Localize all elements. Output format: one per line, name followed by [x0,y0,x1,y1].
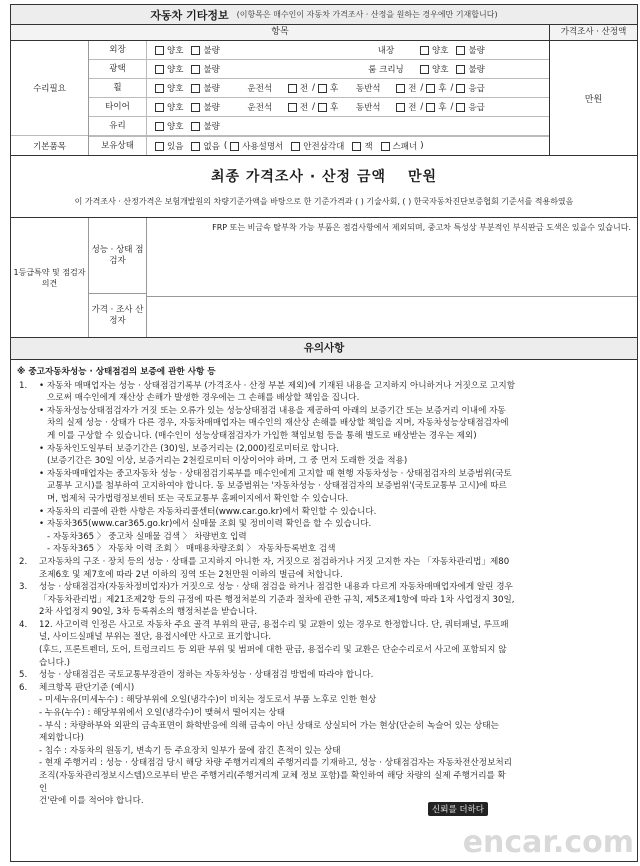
checkbox[interactable] [155,122,164,131]
perf-inspector-label: 성능 · 상태 점검자 [89,218,146,294]
checkbox[interactable] [420,46,429,55]
checkbox[interactable] [426,84,435,93]
exterior-label: 외장 [89,41,147,59]
exterior-good-option[interactable]: 양호 [155,44,183,56]
checkbox[interactable] [396,103,405,112]
checkbox[interactable] [381,142,390,151]
wheel-bad-option[interactable]: 불량 [191,82,219,94]
notice-head: ※ 중고자동차성능 · 상태점검의 보증에 관한 사항 등 [17,367,216,377]
wheel-label: 휠 [89,79,147,97]
checkbox[interactable] [230,142,239,151]
notice-item-3: 3. 성능 · 상태점검자(자동차정비업자)가 거짓으로 성능 · 상태 점검을 하거나 점검한 내용과 다르게 자동차매매업자에게 알린 경우 「자동차관리법」제21조제2항 등의 규정에 따른 행정처분의 기준과 절차에 관한 규칙, 제5조제1항에 따라 1차 사업정지 30일, 2차 사업정지 90일, 3차 등록취소의 행정처분을 받습니다. [19,582,515,618]
gloss-label: 광택 [89,60,147,78]
hover-tooltip: 신뢰를 더하다 [428,802,488,816]
row-gloss [89,60,549,79]
row-tire [89,98,549,117]
notice-item-4: 4. 12. 사고이력 인정은 사고로 자동차 주요 골격 부위의 판금, 용접수리 및 교환이 있는 경우로 한정합니다. 단, 쿼터패널, 루프패 널, 사이드실패널 부위는 절단, 용접시에만 사고로 표기합니다. (후드, 프론트펜더, 도어, 트렁크리드 등 외판 부위 및 범퍼에 대한 판금, 용접수리 및 교환은 단순수리로서 사고에 포함되지 않 습니다.) [19,619,509,668]
interior-good-option[interactable]: 양호 [420,44,448,56]
tire-driver-label: 운전석 [247,103,273,113]
checkbox[interactable] [288,84,297,93]
tire-driver-rear[interactable]: / 후 [312,102,339,113]
hold-status-label: 보유상태 [89,137,147,155]
tire-driver-front[interactable]: 전 [288,101,308,113]
inspection-form [10,4,638,862]
final-price-section [11,156,637,218]
basic-yes-option[interactable]: 있음 [155,140,183,152]
row-basic-items [89,136,549,155]
checkbox[interactable] [191,103,200,112]
wheel-emergency[interactable]: / 응급 [450,83,485,94]
tire-passenger-front[interactable]: 전 [396,101,416,113]
gloss-good-option[interactable]: 양호 [155,63,183,75]
checkbox[interactable] [155,46,164,55]
checkbox[interactable] [191,142,200,151]
wheel-driver-label: 운전석 [247,84,273,94]
glass-good-option[interactable]: 양호 [155,120,183,132]
checkbox[interactable] [155,65,164,74]
wheel-passenger-rear[interactable]: / 후 [420,83,447,94]
price-inspector-label: 가격 · 조사 산정자 [91,304,144,326]
glass-bad-option[interactable]: 불량 [191,120,219,132]
checkbox[interactable] [456,65,465,74]
watermark-logo: encar.com [462,825,634,860]
checkbox[interactable] [318,84,327,93]
checkbox[interactable] [291,142,300,151]
final-price-title: 최종 가격조사 · 산정 금액 만원 [210,169,438,185]
notice-title: 유의사항 [11,338,637,360]
final-price-unit: 만원 [408,169,438,185]
tire-passenger-label: 동반석 [355,103,381,113]
tire-emergency[interactable]: / 응급 [450,102,485,113]
cleaning-good-option[interactable]: 양호 [420,63,448,75]
checkbox[interactable] [456,103,465,112]
checkbox[interactable] [155,103,164,112]
interior-label: 내장 [377,46,395,56]
wheel-good-option[interactable]: 양호 [155,82,183,94]
jack-option[interactable]: 잭 [352,140,372,152]
checkbox[interactable] [318,103,327,112]
checkbox[interactable] [396,84,405,93]
gloss-bad-option[interactable]: 불량 [191,63,219,75]
triangle-option[interactable]: 안전삼각대 [291,140,344,152]
wheel-passenger-front[interactable]: 전 [396,82,416,94]
basic-no-option[interactable]: 없음 [191,140,219,152]
checkbox[interactable] [456,46,465,55]
repair-label: 수리필요 [11,41,88,136]
exterior-bad-option[interactable]: 불량 [191,44,219,56]
tire-label: 타이어 [89,98,147,116]
cleaning-label: 룸 크리닝 [368,65,404,75]
spanner-option[interactable]: 스패너 ) [381,140,424,152]
section-title-bar [11,5,637,25]
checkbox[interactable] [456,84,465,93]
checkbox[interactable] [191,65,200,74]
items-header: 항목 [271,27,289,37]
notice-item-1: 1. • 자동차 매매업자는 성능 · 상태점검기록부 (가격조사 · 산정 부분 제외)에 기재된 내용을 고지하지 아니하거나 거짓으로 고지함 으로써 매수인에게 재산상 손해가 발생한 경우에는 그 손해를 배상할 책임을 집니다. • 자동차성능상태점검자가 거짓 또는 오류가 있는 성능상태점검 내용을 제공하여 아래의 보증기간 또는 보증거리 이내에 자동 차의 실제 성능 · 상태가 다른 경우, 자동차매매업자는 매수인의 재산상 손해를 배상할 책임을 지며, 자동차성능상태점검자에 게 이를 구상할 수 있습니다. (매수인이 성능상태점검자가 가입한 책임보험 등을 통해 별도로 배상받는 경우는 제외) • 자동차인도일부터 보증기간은 (30)일, 보증거리는 (2,000)킬로미터로 합니다. (보증기간은 30일 이상, 보증거리는 2천킬로미터 이상이어야 하며, 그 중 먼저 도래한 것을 적용) • 자동차매매업자는 중고자동차 성능 · 상태점검기록부를 매수인에게 고지할 때 현행 자동차성능 · 상태점검자의 보증범위(국토 교통부 고시)를 첨부하여 고지하여야 합니다. 동 보증범위는 '자동차성능 · 상태점검자의 보증범위'(국토교통부 고시)에 따르 며, 법제처 국가법령정보센터 또는 국토교통부 홈페이지에서 확인할 수 있습니다. • 자동차의 리콜에 관한 사항은 자동차리콜센터(www.car.go.kr)에서 확인할 수 있습니다. • 자동차365(www.car365.go.kr)에서 실매물 조회 및 정비이력 확인을 할 수 있습니다. - 자동차365 〉 중고차 실매물 검색 〉 차량번호 입력 - 자동차365 〉 자동차 이력 조회 〉 매매용차량조회 〉 자동차등록번호 검색 [17,380,629,556]
inspector-opinion-label: 1등급특약 및 점검자의견 [11,218,89,337]
checkbox[interactable] [191,84,200,93]
checkbox[interactable] [352,142,361,151]
checkbox[interactable] [420,65,429,74]
glass-label: 유리 [89,117,147,135]
row-glass [89,117,549,136]
tire-bad-option[interactable]: 불량 [191,101,219,113]
checkbox[interactable] [155,84,164,93]
notices-body [11,360,637,808]
perf-inspector-note: FRP 또는 비금속 탈부착 가능 부품은 점검사항에서 제외되며, 중고차 특성상 부분적인 부식판금 도색은 있을수 있습니다. [147,218,637,297]
wheel-passenger-label: 동반석 [355,84,381,94]
checkbox[interactable] [288,103,297,112]
tire-passenger-rear[interactable]: / 후 [420,102,447,113]
checkbox[interactable] [191,122,200,131]
section-title: 자동차 기타정보 [150,8,229,22]
row-exterior [89,41,549,60]
notice-item-6: 6. 체크항목 판단기준 (예시) - 미세누유(미세누수) : 해당부위에 오일(냉각수)이 비치는 정도로서 부품 노후로 인한 현상 - 누유(누수) : 해당부위에서 오일(냉각수)이 맺혀서 떨어지는 상태 - 부식 : 차량하부와 외판의 금속표면이 화학반응에 의해 금속이 아닌 상태로 상실되어 가는 현상(단순히 녹슬어 있는 상태는 제외합니다) - 침수 : 자동차의 원동기, 변속기 등 주요장치 일부가 물에 잠긴 흔적이 있는 상태 - 현재 주행거리 : 성능 · 상태점검 당시 해당 차량 주행거리계의 주행거리를 기재하고, 성능 · 상태점검자는 자동차전산정보처리 조직(자동차관리정보시스템)으로부터 받은 주행거리(주행거리계 교체 정보 포함)를 확인하여 해당 차량의 실제 주행거리를 확 인 건'란에 이를 적어야 합니다. [19,682,512,807]
tire-good-option[interactable]: 양호 [155,101,183,113]
items-header-row [11,25,637,41]
notice-item-5: 5. 성능 · 상태점검은 국토교통부장관이 정하는 자동차성능 · 상태점검 방법에 따라야 합니다. [19,670,374,681]
section-subtitle: (이항목은 매수인이 자동차 가격조사 · 산정을 원하는 경우에만 기재합니다) [236,10,498,19]
price-header: 가격조사 · 산정액 [549,25,637,40]
wheel-driver-rear[interactable]: / 후 [312,83,339,94]
checkbox[interactable] [155,142,164,151]
repair-grid [11,41,637,156]
wheel-driver-front[interactable]: 전 [288,82,308,94]
notice-item-2: 2. 고자동차의 구조 · 장치 등의 성능 · 상태를 고지하지 아니한 자, 거짓으로 점검하거나 거짓 고지한 자는 「자동차관리법」제80 조제6호 및 제7호에 따라 2년 이하의 징역 또는 2천만원 이하의 벌금에 처합니다. [19,556,510,580]
interior-bad-option[interactable]: 불량 [456,44,484,56]
inspector-opinion-section [11,218,637,338]
price-unit: 만원 [584,94,603,105]
basic-label: 기본품목 [33,141,66,152]
manual-option[interactable]: ( 사용설명서 [223,141,284,152]
row-wheel [89,79,549,98]
price-inspector-note [147,297,637,337]
final-price-note: 이 가격조사 · 산정가격은 보험개발원의 차량기준가액을 바탕으로 한 기준가격과 ( ) 기술사회, ( ) 한국자동차진단보증협회 기준서를 적용하였음 [74,197,574,206]
checkbox[interactable] [191,46,200,55]
price-cell [549,41,637,155]
checkbox[interactable] [426,103,435,112]
cleaning-bad-option[interactable]: 불량 [456,63,484,75]
